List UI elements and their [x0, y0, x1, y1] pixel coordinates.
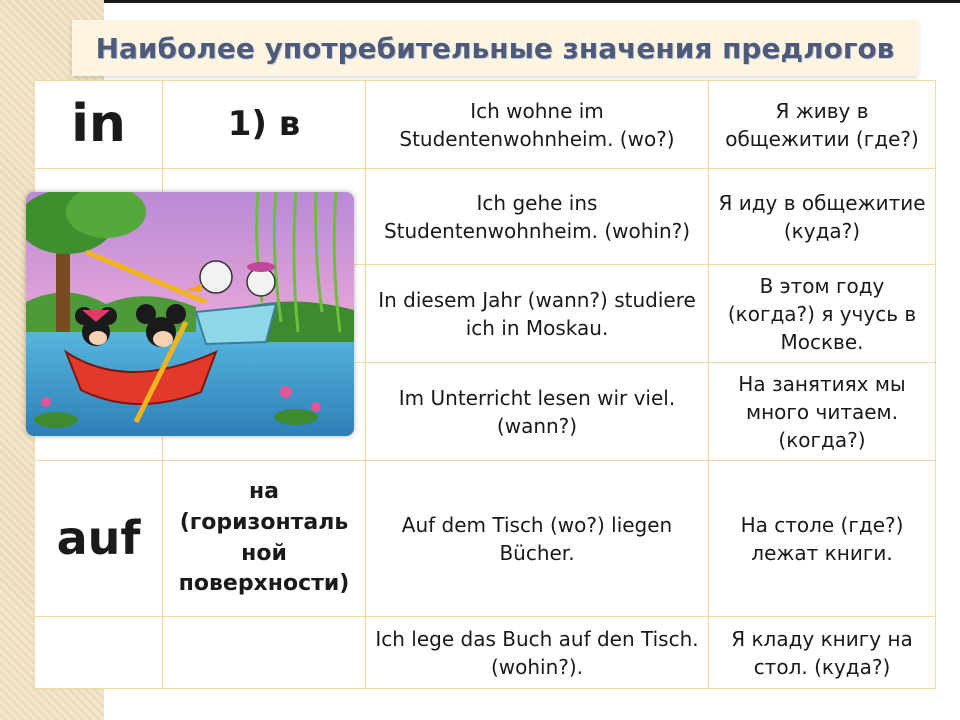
- german-example: Auf dem Tisch (wo?) liegen Bücher.: [366, 461, 709, 617]
- german-example: Im Unterricht lesen wir viel. (wann?): [366, 363, 709, 461]
- top-border-line: [104, 0, 960, 3]
- german-example: In diesem Jahr (wann?) studiere ich in Moskau.: [366, 265, 709, 363]
- german-example: Ich lege das Buch auf den Tisch. (wohin?).: [366, 617, 709, 689]
- german-example: Ich gehe ins Studentenwohnheim. (wohin?): [366, 169, 709, 265]
- preposition-cell: auf: [35, 461, 163, 617]
- table-row: [35, 461, 936, 617]
- russian-translation: В этом году (когда?) я учусь в Москве.: [709, 265, 936, 363]
- cartoon-boat-illustration: [26, 192, 354, 436]
- russian-translation: Я иду в общежитие (куда?): [709, 169, 936, 265]
- meaning-cell: на (горизонталь ной поверхности): [163, 461, 366, 617]
- russian-translation: Я кладу книгу на стол. (куда?): [709, 617, 936, 689]
- preposition-cell: in: [35, 81, 163, 169]
- german-example: Ich wohne im Studentenwohnheim. (wo?): [366, 81, 709, 169]
- meaning-cell: 1) в: [163, 81, 366, 169]
- table-row: [35, 617, 936, 689]
- preposition-cell: [35, 617, 163, 689]
- page-title: Наиболее употребительные значения предлогов: [95, 31, 895, 65]
- title-banner: [72, 20, 918, 76]
- boat-scene-icon: [26, 192, 354, 436]
- russian-translation: Я живу в общежитии (где?): [709, 81, 936, 169]
- table-row: [35, 81, 936, 169]
- russian-translation: На занятиях мы много читаем. (когда?): [709, 363, 936, 461]
- meaning-cell: [163, 617, 366, 689]
- russian-translation: На столе (где?) лежат книги.: [709, 461, 936, 617]
